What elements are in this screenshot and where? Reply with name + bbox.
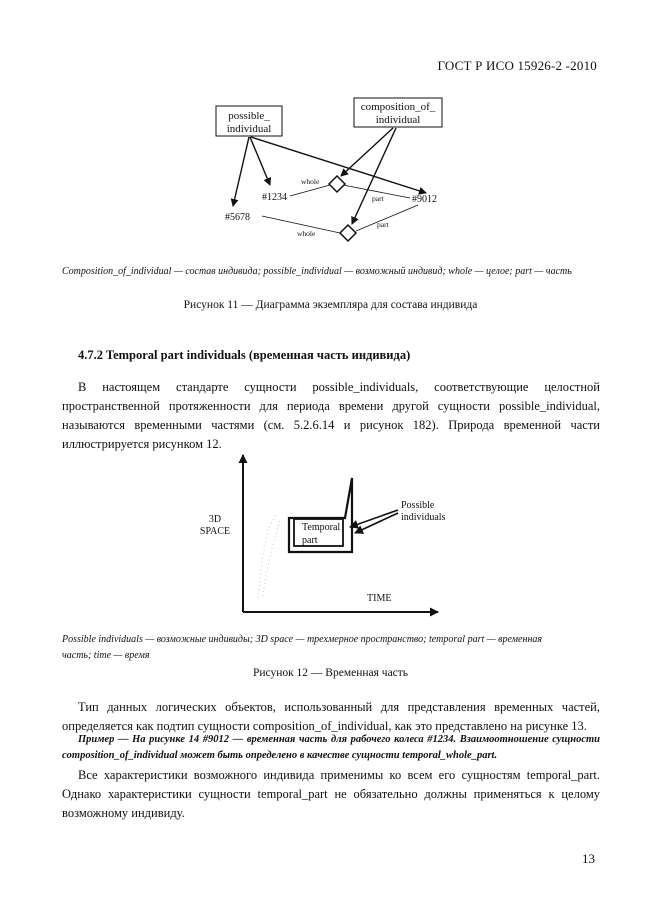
composition-label-1: composition_of_ bbox=[360, 101, 436, 113]
axis-y-label-1: 3D bbox=[208, 514, 222, 525]
section-heading: 4.7.2 Temporal part individuals (временная часть индивида) bbox=[78, 348, 411, 362]
possible-individual-label-2: individual bbox=[226, 123, 272, 135]
figure-12-caption: Рисунок 12 — Временная часть bbox=[252, 667, 409, 679]
body-paragraph-3: Все характеристики возможного индивида применимы ко всем его сущностям temporal_part. Однако характеристики сущности temporal_part не обязательно должны применяться к целому возможному индивиду. bbox=[62, 768, 600, 820]
body-paragraph-2: Тип данных логических объектов, использованный для представления временных частей, определяется как подтип сущности composition_of_individual, как это представлено на рисунке 13. bbox=[62, 700, 600, 733]
node-5678: #5678 bbox=[225, 212, 250, 223]
label-whole-bottom: whole bbox=[297, 229, 316, 238]
possible-individual-label-1: possible_ bbox=[228, 110, 270, 122]
document-header: ГОСТ Р ИСО 15926-2 -2010 bbox=[437, 58, 597, 73]
figure-12-legend-line-2: часть; time — время bbox=[62, 650, 150, 661]
temporal-part-label-1: Temporal bbox=[302, 522, 341, 533]
section-paragraph-1: В настоящем стандарте сущности possible_individuals, соответствующие целостной пространственной протяженности для периода времени другой сущности possible_individual, называются временными частями (см. 5.2.6.14 и рисунок 182). Природа временной части иллюстрируется рисунком 12. bbox=[62, 380, 600, 451]
axis-y-label-2: SPACE bbox=[199, 526, 231, 537]
possible-individuals-label-1: Possible bbox=[401, 500, 435, 511]
possible-individuals-label-2: individuals bbox=[401, 512, 446, 523]
figure-11-caption: Рисунок 11 — Диаграмма экземпляра для состава индивида bbox=[183, 299, 478, 311]
axis-x-label: TIME bbox=[367, 593, 392, 604]
temporal-part-label-2: part bbox=[302, 535, 318, 546]
label-whole-top: whole bbox=[301, 177, 320, 186]
figure-11-legend: Composition_of_individual — состав индивида; possible_individual — возможный индивид; whole — целое; part — часть bbox=[62, 266, 572, 277]
figure-12-legend-line-1: Possible individuals — возможные индивиды; 3D space — трехмерное пространство; temporal part — временная bbox=[62, 634, 543, 645]
label-part-top: part bbox=[372, 194, 384, 203]
figure-12-legend bbox=[62, 632, 602, 664]
example-paragraph: Пример — На рисунке 14 #9012 — временная часть для рабочего колеса #1234. Взаимоотношение сущности composition_of_individual может быть определено в качестве сущности temporal_whole_part. bbox=[62, 734, 600, 761]
node-9012: #9012 bbox=[412, 194, 437, 205]
page-number: 13 bbox=[582, 851, 595, 866]
label-part-bottom: part bbox=[377, 220, 389, 229]
composition-label-2: individual bbox=[375, 114, 421, 126]
node-1234: #1234 bbox=[262, 192, 287, 203]
